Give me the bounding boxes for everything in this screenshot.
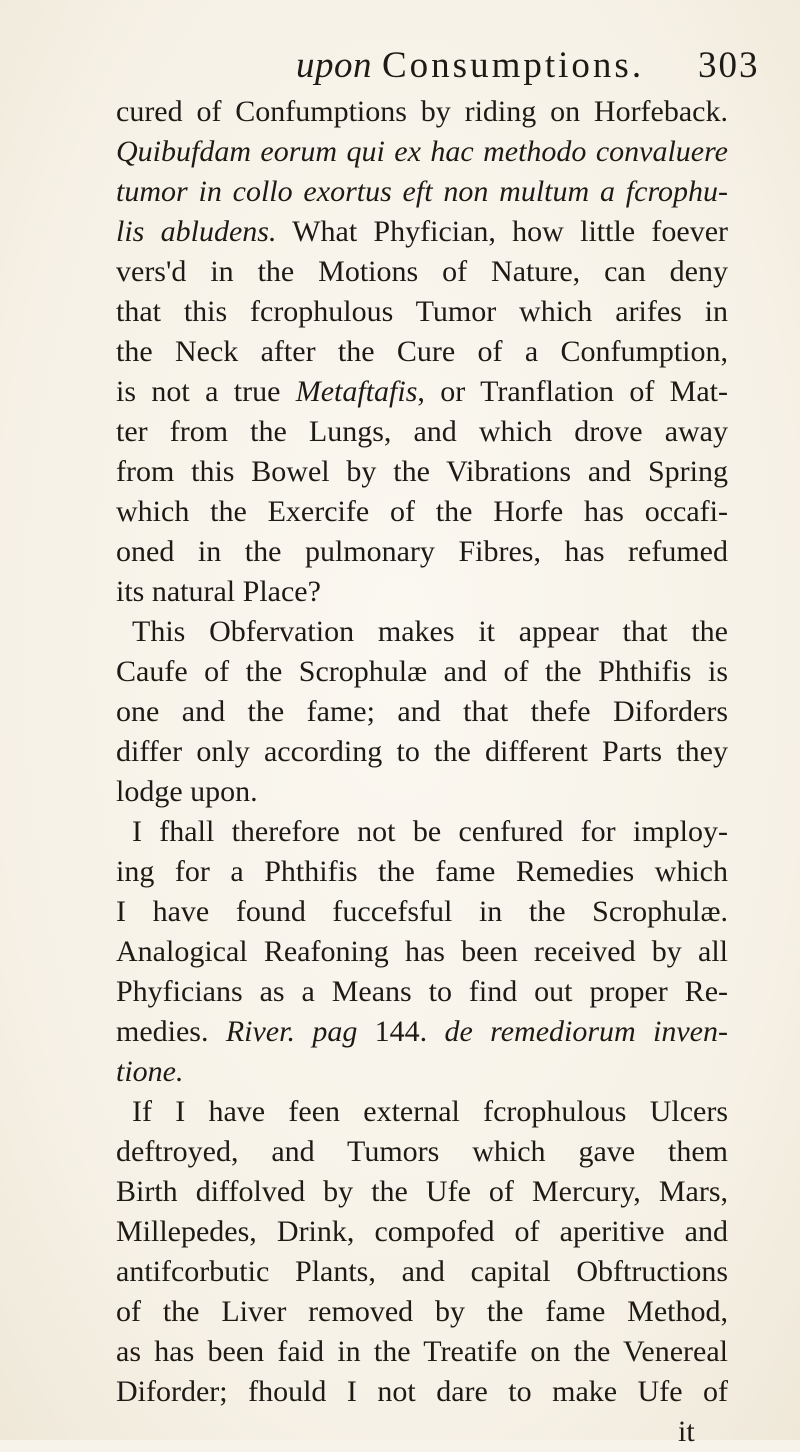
text-line [116,532,728,572]
text-run: Millepedes, Drink, compofed of aperitive and [116,1215,728,1248]
italic-text: tumor in collo exortus eft non multum a fcrophu- [116,175,728,208]
text-line [116,852,728,892]
text-run: What Phyfician, how little foever [276,215,728,248]
text-run: If I have feen external fcrophulous Ulcers [132,1095,728,1128]
text-run: lodge upon. [116,775,258,808]
text-run: antifcorbutic Plants, and capital Obftructions [116,1255,728,1288]
text-line [116,1372,728,1412]
text-run: its natural Place? [116,575,321,608]
italic-text: River. pag [225,1015,358,1048]
text-line [116,172,728,212]
text-line [116,332,728,372]
catchword [678,1412,718,1452]
text-line [116,292,728,332]
text-run: cured of Confumptions by riding on Horfeback. [116,95,728,128]
text-line [116,372,728,412]
text-line [116,652,728,692]
text-run: Diforder; fhould I not dare to make Ufe of [116,1375,728,1408]
italic-text: Metaftafis [295,375,418,408]
text-run: Birth diffolved by the Ufe of Mercury, Mars, [116,1175,728,1208]
page-number: 303 [698,45,760,86]
text-line [116,1252,728,1292]
text-run: one and the fame; and that thefe Diforders [116,695,728,728]
text-line [116,572,728,612]
italic-text: lis abludens. [116,215,277,248]
text-run: as has been faid in the Treatife on the Venereal [116,1335,728,1368]
text-run: deftroyed, and Tumors which gave them [116,1135,728,1168]
text-line [116,132,728,172]
text-run: medies. [116,1015,226,1048]
text-line [116,1052,728,1092]
italic-text: tione. [116,1055,184,1088]
text-run: from this Bowel by the Vibrations and Spring [116,455,728,488]
text-line [116,892,728,932]
text-run: which the Exercife of the Horfe has occafi- [116,495,728,528]
text-run: of the Liver removed by the fame Method, [116,1295,728,1328]
text-run: ing for a Phthifis the fame Remedies which [116,855,728,888]
text-run: Phyficians as a Means to find out proper Re- [116,975,728,1008]
text-run: it [678,1415,695,1448]
text-run: Caufe of the Scrophulæ and of the Phthifis is [116,655,728,688]
text-line [116,1292,728,1332]
text-run: oned in the pulmonary Fibres, has refumed [116,535,728,568]
text-run: differ only according to the different Parts they [116,735,728,768]
text-line [116,732,728,772]
text-line [116,1332,728,1372]
text-line [116,972,728,1012]
text-run: vers'd in the Motions of Nature, can deny [116,255,728,288]
text-line [132,812,728,852]
text-run: I fhall therefore not be cenfured for imploy- [132,815,728,848]
running-head [296,44,644,87]
text-line [116,492,728,532]
text-line [116,1132,728,1172]
italic-text: de remediorum inven- [444,1015,728,1048]
text-line [116,92,728,132]
running-head-caps: Consumptions. [382,45,645,86]
text-line [132,1092,728,1132]
text-run: This Obfervation makes it appear that the [132,615,728,648]
text-run: the Neck after the Cure of a Confumption, [116,335,728,368]
text-line [116,1172,728,1212]
italic-text: Quibufdam eorum qui ex hac methodo convaluere [116,135,728,168]
text-line [116,212,728,252]
text-line [116,412,728,452]
text-line [116,452,728,492]
text-run: 144. [357,1015,445,1048]
text-line [116,1212,728,1252]
text-line [116,1012,728,1052]
text-run: is not a true [116,375,296,408]
text-run: , or Tranflation of Mat- [417,375,728,408]
text-line [116,252,728,292]
text-run: ter from the Lungs, and which drove away [116,415,728,448]
running-head-italic: upon [296,45,372,86]
text-line [116,772,728,812]
text-run: Analogical Reafoning has been received by all [116,935,728,968]
text-run: that this fcrophulous Tumor which arifes in [116,295,728,328]
text-line [116,932,728,972]
text-line [132,612,728,652]
text-line [116,692,728,732]
text-run: I have found fuccefsful in the Scrophulæ. [116,895,728,928]
page-header [0,38,800,98]
